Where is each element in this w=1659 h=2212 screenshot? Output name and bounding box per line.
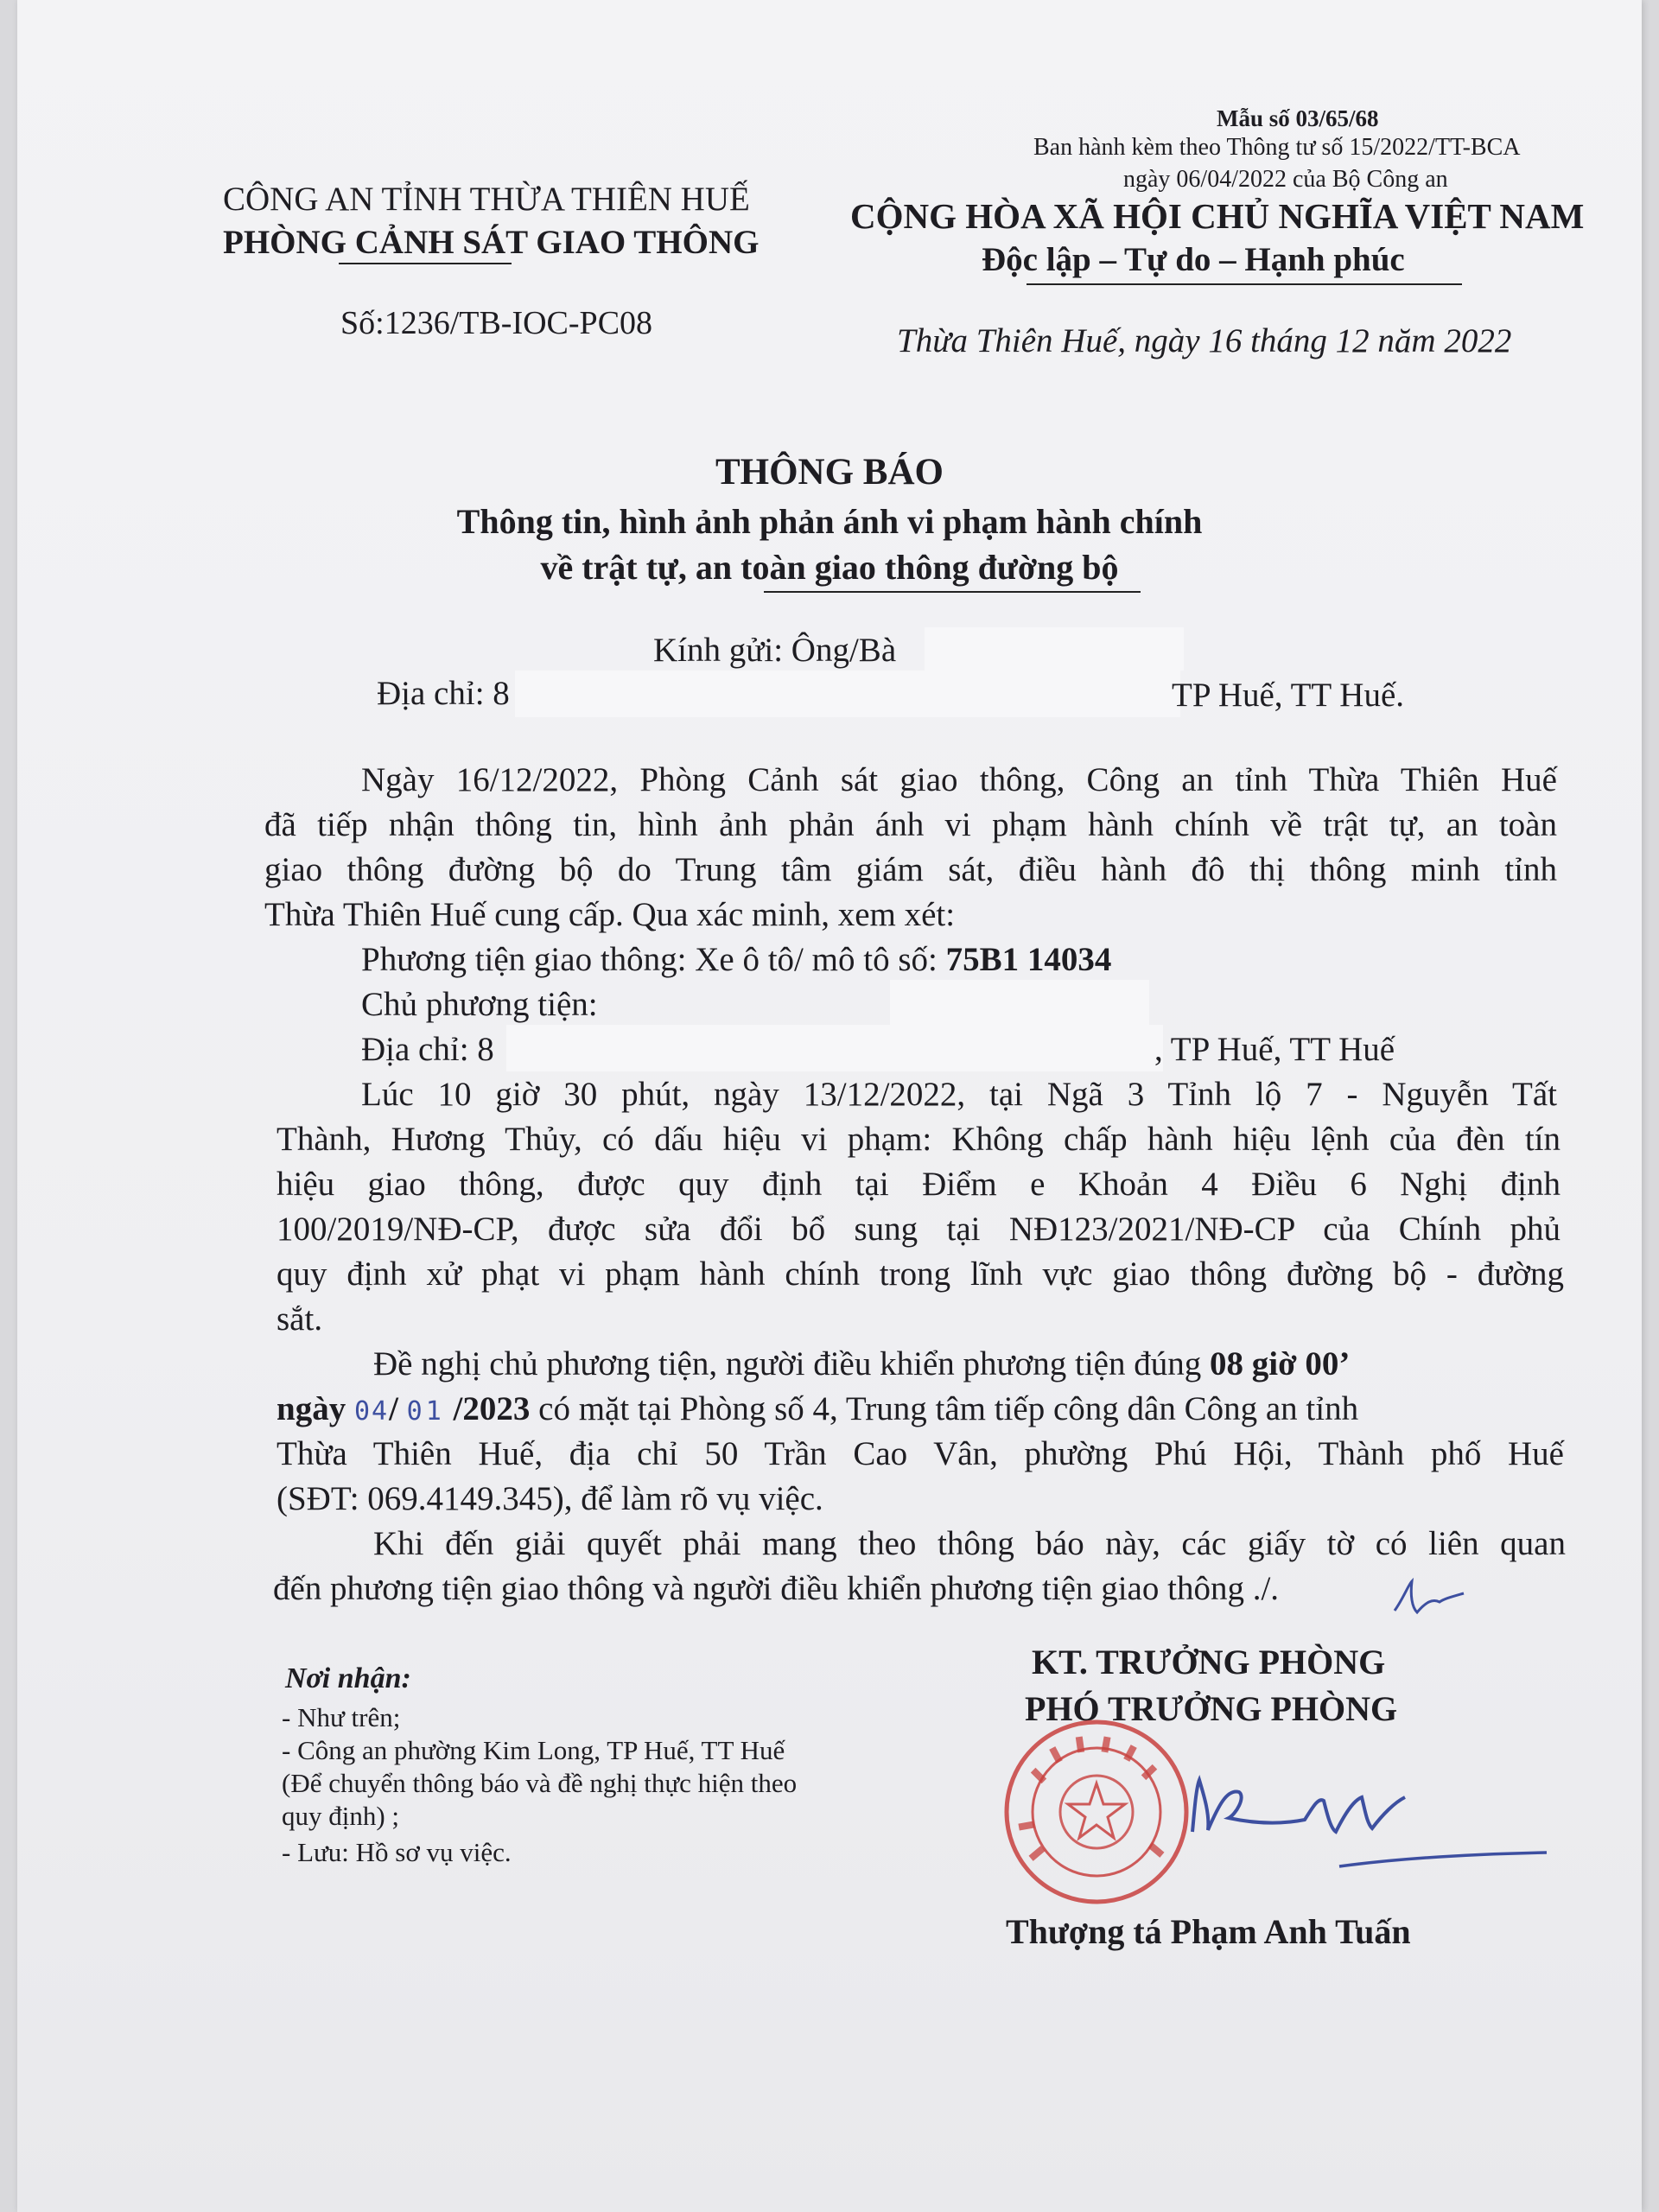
country-name: CỘNG HÒA XÃ HỘI CHỦ NGHĨA VIỆT NAM bbox=[850, 196, 1585, 236]
owner-address-suffix: , TP Huế, TT Huế bbox=[1154, 1031, 1395, 1068]
p1-line-1-text: Ngày 16/12/2022, Phòng Cảnh sát giao thông, Công an tỉnh Thừa Thiên Huế bbox=[361, 761, 1557, 798]
redacted-owner-address bbox=[506, 1025, 1163, 1071]
paragraph-4-line-1 bbox=[373, 1524, 1566, 1563]
recipients-label: Nơi nhận: bbox=[285, 1662, 411, 1694]
department-name: PHÒNG CẢNH SÁT GIAO THÔNG bbox=[223, 224, 760, 261]
appointment-year: /2023 bbox=[444, 1390, 531, 1427]
document-page bbox=[17, 0, 1642, 2212]
recipient-item-3: (Để chuyển thông báo và đề nghị thực hiện theo bbox=[282, 1768, 798, 1798]
motto-underline bbox=[1027, 283, 1462, 285]
signer-title-1: KT. TRƯỞNG PHÒNG bbox=[1032, 1643, 1386, 1681]
vehicle-line bbox=[361, 940, 1111, 979]
paragraph-1-line-2 bbox=[264, 805, 1557, 844]
place-date: Thừa Thiên Huế, ngày 16 tháng 12 năm 2022 bbox=[897, 322, 1512, 359]
document-subtitle-1: Thông tin, hình ảnh phản ánh vi phạm hành chính bbox=[456, 502, 1203, 541]
p2-line-5-text: quy định xử phạt vi phạm hành chính trong lĩnh vực giao thông đường bộ - đường bbox=[276, 1255, 1564, 1293]
agency-name: CÔNG AN TỈNH THỪA THIÊN HUẾ bbox=[223, 181, 750, 218]
p3-line-1-text: Đề nghị chủ phương tiện, người điều khiển phương tiện đúng bbox=[373, 1345, 1210, 1382]
p3-line-2-text: có mặt tại Phòng số 4, Trung tâm tiếp công dân Công an tỉnh bbox=[530, 1390, 1359, 1427]
recipient-greeting: Kính gửi: Ông/Bà bbox=[653, 632, 897, 669]
document-title: THÔNG BÁO bbox=[715, 452, 944, 493]
redacted-address bbox=[515, 671, 1180, 717]
p1-line-2-text: đã tiếp nhận thông tin, hình ảnh phản ánh vi phạm hành chính về trật tự, an toàn bbox=[264, 806, 1557, 843]
paragraph-2-line-1 bbox=[361, 1075, 1557, 1114]
appointment-time: 08 giờ 00’ bbox=[1210, 1345, 1351, 1382]
issued-with: Ban hành kèm theo Thông tư số 15/2022/TT-BCA bbox=[1033, 134, 1521, 161]
p2-line-3-text: hiệu giao thông, được quy định tại Điểm e Khoản 4 Điều 6 Nghị định bbox=[276, 1166, 1560, 1203]
redacted-name bbox=[925, 627, 1184, 671]
recipient-item-2: - Công an phường Kim Long, TP Huế, TT Huế bbox=[282, 1735, 785, 1765]
paragraph-2-line-5 bbox=[276, 1255, 1564, 1294]
owner-label: Chủ phương tiện: bbox=[361, 986, 598, 1023]
redacted-owner bbox=[890, 980, 1149, 1025]
signer-name: Thượng tá Phạm Anh Tuấn bbox=[1006, 1912, 1411, 1951]
handwritten-month: 01 bbox=[406, 1396, 445, 1427]
recipient-item-5: - Lưu: Hồ sơ vụ việc. bbox=[282, 1837, 512, 1867]
date-label: ngày bbox=[276, 1390, 354, 1427]
paragraph-1-line-3 bbox=[264, 850, 1557, 889]
recipient-address-suffix: TP Huế, TT Huế. bbox=[1172, 677, 1405, 714]
official-seal-icon bbox=[1001, 1716, 1192, 1908]
p1-line-3-text: giao thông đường bộ do Trung tâm giám sát, điều hành đô thị thông minh tỉnh bbox=[264, 851, 1557, 888]
owner-address-label: Địa chỉ: 8 bbox=[361, 1031, 494, 1068]
initial-mark bbox=[1391, 1573, 1469, 1624]
paragraph-2-line-6: sắt. bbox=[276, 1300, 323, 1338]
paragraph-3-line-1 bbox=[373, 1344, 1350, 1383]
issued-date: ngày 06/04/2022 của Bộ Công an bbox=[1123, 166, 1448, 193]
p2-line-4-text: 100/2019/NĐ-CP, được sửa đổi bổ sung tại NĐ123/2021/NĐ-CP của Chính phủ bbox=[276, 1211, 1560, 1248]
recipient-address-label: Địa chỉ: 8 bbox=[377, 675, 510, 712]
vehicle-label: Phương tiện giao thông: Xe ô tô/ mô tô số: bbox=[361, 941, 946, 978]
signer-title-2: PHÓ TRƯỞNG PHÒNG bbox=[1025, 1689, 1398, 1728]
paragraph-3-line-3 bbox=[276, 1434, 1564, 1473]
form-number: Mẫu số 03/65/68 bbox=[1217, 105, 1379, 131]
paragraph-3-line-2 bbox=[276, 1389, 1358, 1428]
recipient-item-1: - Như trên; bbox=[282, 1702, 401, 1732]
p2-line-2-text: Thành, Hương Thủy, có dấu hiệu vi phạm: Không chấp hành hiệu lệnh của đèn tín bbox=[276, 1121, 1560, 1158]
document-subtitle-2: về trật tự, an toàn giao thông đường bộ bbox=[540, 548, 1119, 587]
paragraph-2-line-3 bbox=[276, 1165, 1560, 1204]
paragraph-2-line-2 bbox=[276, 1120, 1560, 1159]
national-motto: Độc lập – Tự do – Hạnh phúc bbox=[982, 241, 1405, 278]
p3-line-3-text: Thừa Thiên Huế, địa chỉ 50 Trần Cao Vân, phường Phú Hội, Thành phố Huế bbox=[276, 1435, 1564, 1472]
department-underline bbox=[339, 263, 512, 264]
title-underline bbox=[764, 591, 1141, 593]
handwritten-signature bbox=[1184, 1763, 1564, 1910]
paragraph-3-line-4: (SĐT: 069.4149.345), để làm rõ vụ việc. bbox=[276, 1480, 823, 1517]
paragraph-1-line-1 bbox=[361, 760, 1557, 799]
handwritten-day: 04 bbox=[353, 1396, 390, 1427]
document-number: Số:1236/TB-IOC-PC08 bbox=[340, 305, 653, 341]
paragraph-2-line-4 bbox=[276, 1210, 1560, 1249]
paragraph-4-line-2: đến phương tiện giao thông và người điều khiển phương tiện giao thông ./. bbox=[273, 1570, 1280, 1607]
date-slash: / bbox=[389, 1390, 407, 1427]
vehicle-plate: 75B1 14034 bbox=[945, 941, 1112, 978]
p2-line-1-text: Lúc 10 giờ 30 phút, ngày 13/12/2022, tại Ngã 3 Tỉnh lộ 7 - Nguyễn Tất bbox=[361, 1076, 1557, 1113]
paragraph-1-line-4: Thừa Thiên Huế cung cấp. Qua xác minh, xem xét: bbox=[264, 896, 956, 933]
recipient-item-4: quy định) ; bbox=[282, 1801, 400, 1831]
p4-line-1-text: Khi đến giải quyết phải mang theo thông báo này, các giấy tờ có liên quan bbox=[373, 1525, 1566, 1562]
